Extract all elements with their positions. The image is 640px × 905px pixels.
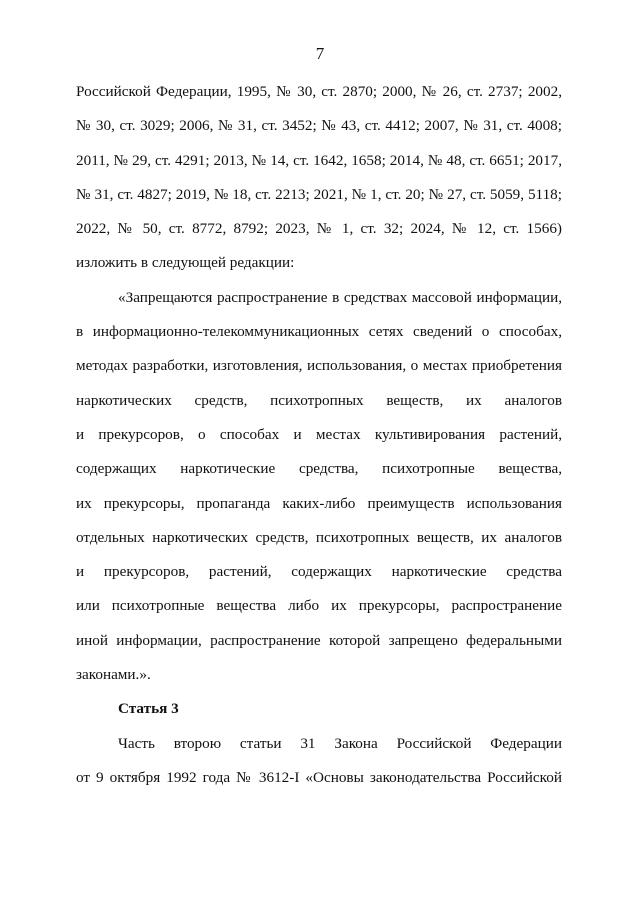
intro-line-5: 2022, № 50, ст. 8772, 8792; 2023, № 1, ст. 32; 2024, № 12, ст. 1566) (76, 220, 562, 238)
article-line-1: Часть второю статьи 31 Закона Российской Федерации (118, 734, 562, 752)
intro-line-2: № 30, ст. 3029; 2006, № 31, ст. 3452; № 43, ст. 4412; 2007, № 31, ст. 4008; (76, 117, 562, 135)
quote-line-4: наркотических средств, психотропных веществ, их аналогов (76, 391, 562, 409)
document-body (76, 75, 562, 795)
page-number: 7 (315, 44, 325, 63)
quote-line-11: иной информации, распространение которой запрещено федеральными (76, 631, 562, 649)
article-heading: Статья 3 (118, 700, 179, 718)
quote-line-12: законами.». (76, 666, 151, 684)
quote-line-7: их прекурсоры, пропаганда каких-либо преимуществ использования (76, 494, 562, 512)
quote-line-6: содержащих наркотические средства, психотропные вещества, (76, 460, 562, 478)
quote-line-2: в информационно-телекоммуникационных сетях сведений о способах, (76, 323, 562, 341)
intro-line-1: Российской Федерации, 1995, № 30, ст. 2870; 2000, № 26, ст. 2737; 2002, (76, 83, 562, 100)
quote-line-8: отдельных наркотических средств, психотропных веществ, их аналогов (76, 528, 562, 546)
intro-line-3: 2011, № 29, ст. 4291; 2013, № 14, ст. 1642, 1658; 2014, № 48, ст. 6651; 2017, (76, 151, 562, 169)
quote-line-1: «Запрещаются распространение в средствах массовой информации, (118, 288, 562, 306)
quote-line-3: методах разработки, изготовления, использования, о местах приобретения (76, 357, 562, 375)
intro-line-4: № 31, ст. 4827; 2019, № 18, ст. 2213; 2021, № 1, ст. 20; № 27, ст. 5059, 5118; (76, 185, 562, 203)
quote-line-10: или психотропные вещества либо их прекурсоры, распространение (76, 597, 562, 615)
quote-line-5: и прекурсоров, о способах и местах культивирования растений, (76, 425, 562, 443)
intro-line-6: изложить в следующей редакции: (76, 254, 295, 272)
article-line-2: от 9 октября 1992 года № 3612-I «Основы законодательства Российской (76, 768, 562, 786)
quote-line-9: и прекурсоров, растений, содержащих наркотические средства (76, 563, 562, 581)
